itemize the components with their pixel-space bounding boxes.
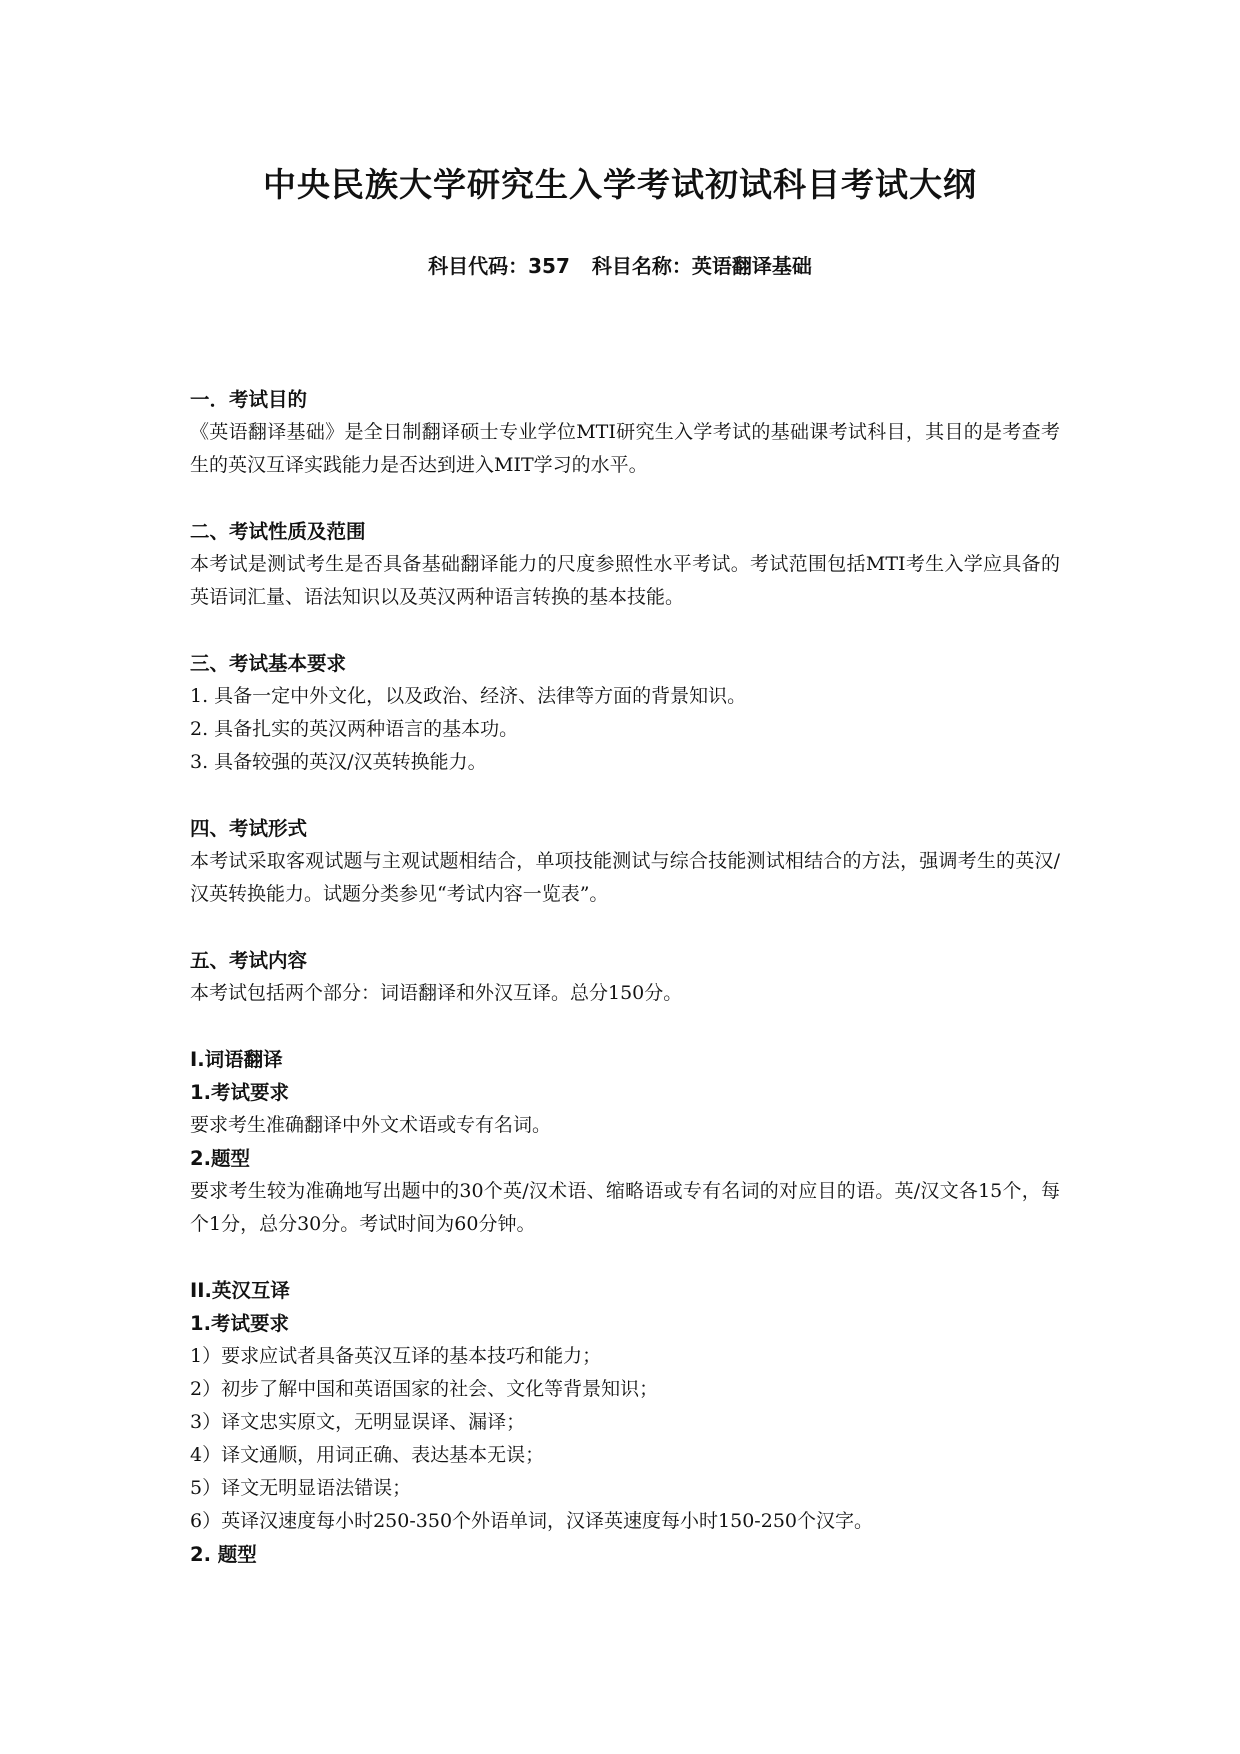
subheading-requirements: 1.考试要求 (190, 1312, 289, 1335)
section-basic-requirements (190, 647, 1060, 779)
subject-name: 科目名称：英语翻译基础 (591, 254, 812, 278)
section-heading: 一．考试目的 (190, 388, 308, 411)
subheading-question-type: 2.题型 (190, 1147, 250, 1170)
list-item: 5）译文无明显语法错误； (190, 1477, 412, 1499)
section-paragraph: 本考试包括两个部分：词语翻译和外汉互译。总分150分。 (190, 982, 683, 1004)
section-heading: 三、考试基本要求 (190, 652, 347, 675)
list-item: 3）译文忠实原文，无明显误译、漏译； (190, 1411, 526, 1433)
part-heading: I.词语翻译 (190, 1048, 283, 1071)
list-item: 2）初步了解中国和英语国家的社会、文化等背景知识； (190, 1378, 659, 1400)
section-heading: 五、考试内容 (190, 949, 308, 972)
question-type-paragraph: 要求考生较为准确地写出题中的30个英/汉术语、缩略语或专有名词的对应目的语。英/汉文各15个，每个1分，总分30分。考试时间为60分钟。 (190, 1180, 1060, 1235)
list-item: 3. 具备较强的英汉/汉英转换能力。 (190, 751, 487, 773)
part-heading: II.英汉互译 (190, 1279, 290, 1302)
subject-code: 科目代码：357 (428, 254, 570, 278)
list-item: 6）英译汉速度每小时250-350个外语单词，汉译英速度每小时150-250个汉字。 (190, 1510, 873, 1532)
section-exam-content (190, 944, 1060, 1010)
list-item: 2. 具备扎实的英汉两种语言的基本功。 (190, 718, 519, 740)
list-item: 1. 具备一定中外文化，以及政治、经济、法律等方面的背景知识。 (190, 685, 747, 707)
list-item: 4）译文通顺，用词正确、表达基本无误； (190, 1444, 545, 1466)
subheading-requirements: 1.考试要求 (190, 1081, 289, 1104)
subheading-question-type: 2. 题型 (190, 1543, 257, 1566)
part-en-zh-translation (190, 1274, 1060, 1571)
section-exam-format (190, 812, 1060, 911)
section-exam-purpose (190, 383, 1060, 482)
document-title: 中央民族大学研究生入学考试初试科目考试大纲 (263, 165, 977, 204)
section-paragraph: 本考试是测试考生是否具备基础翻译能力的尺度参照性水平考试。考试范围包括MTI考生入学应具备的英语词汇量、语法知识以及英汉两种语言转换的基本技能。 (190, 553, 1060, 608)
section-heading: 四、考试形式 (190, 817, 308, 840)
section-heading: 二、考试性质及范围 (190, 520, 366, 543)
requirements-paragraph: 要求考生准确翻译中外文术语或专有名词。 (190, 1114, 552, 1136)
document-body (190, 383, 1060, 1571)
list-item: 1）要求应试者具备英汉互译的基本技巧和能力； (190, 1345, 602, 1367)
section-exam-nature-scope (190, 515, 1060, 614)
section-paragraph: 本考试采取客观试题与主观试题相结合，单项技能测试与综合技能测试相结合的方法，强调考生的英汉/汉英转换能力。试题分类参见“考试内容一览表”。 (190, 850, 1060, 905)
subject-info (0, 252, 1240, 280)
part-term-translation (190, 1043, 1060, 1241)
section-paragraph: 《英语翻译基础》是全日制翻译硕士专业学位MTI研究生入学考试的基础课考试科目，其目的是考查考生的英汉互译实践能力是否达到进入MIT学习的水平。 (190, 421, 1060, 476)
